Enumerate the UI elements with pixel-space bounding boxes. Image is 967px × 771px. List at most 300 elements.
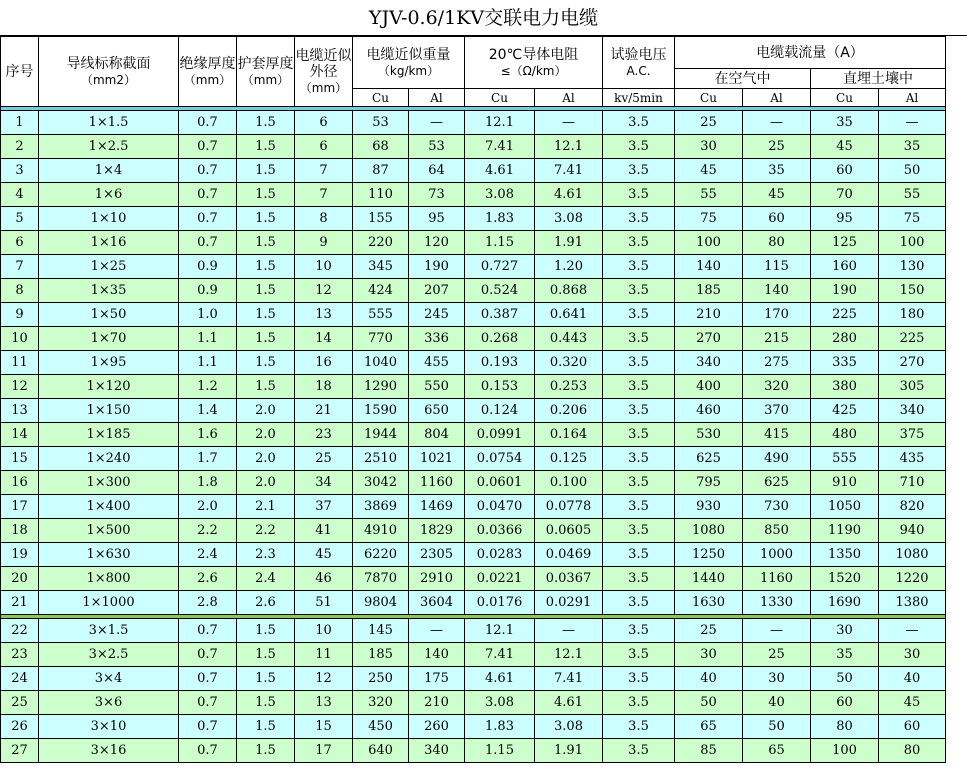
table-cell[interactable]: 3869 bbox=[353, 495, 409, 519]
table-cell[interactable]: 7 bbox=[1, 255, 39, 279]
table-cell[interactable]: 1 bbox=[1, 111, 39, 135]
table-cell[interactable]: 1290 bbox=[353, 375, 409, 399]
table-cell[interactable]: 3.08 bbox=[465, 183, 535, 207]
table-cell[interactable]: 25 bbox=[675, 111, 743, 135]
table-cell[interactable]: 1×25 bbox=[39, 255, 179, 279]
table-cell[interactable]: 25 bbox=[743, 643, 811, 667]
table-cell[interactable]: 45 bbox=[675, 159, 743, 183]
table-cell[interactable]: 3.5 bbox=[603, 667, 675, 691]
table-cell[interactable]: 3.5 bbox=[603, 643, 675, 667]
table-cell[interactable]: 21 bbox=[295, 399, 353, 423]
table-cell[interactable]: 380 bbox=[811, 375, 879, 399]
table-cell[interactable]: 30 bbox=[675, 643, 743, 667]
table-cell[interactable]: 1.0 bbox=[179, 303, 237, 327]
table-cell[interactable]: 1829 bbox=[409, 519, 465, 543]
table-cell[interactable]: 0.0221 bbox=[465, 567, 535, 591]
table-cell[interactable]: 1590 bbox=[353, 399, 409, 423]
table-cell[interactable]: 30 bbox=[743, 667, 811, 691]
table-cell[interactable]: 64 bbox=[409, 159, 465, 183]
table-cell[interactable]: 0.100 bbox=[535, 471, 603, 495]
table-cell[interactable]: 70 bbox=[811, 183, 879, 207]
table-cell[interactable]: 30 bbox=[811, 619, 879, 643]
table-cell[interactable]: 0.206 bbox=[535, 399, 603, 423]
table-cell[interactable]: 3.5 bbox=[603, 207, 675, 231]
table-cell[interactable]: 207 bbox=[409, 279, 465, 303]
table-cell[interactable]: 455 bbox=[409, 351, 465, 375]
table-cell[interactable]: 185 bbox=[675, 279, 743, 303]
table-cell[interactable]: 215 bbox=[743, 327, 811, 351]
table-cell[interactable]: 50 bbox=[743, 715, 811, 739]
table-cell[interactable]: 550 bbox=[409, 375, 465, 399]
table-cell[interactable]: 2.0 bbox=[237, 399, 295, 423]
table-cell[interactable]: 1×95 bbox=[39, 351, 179, 375]
table-cell[interactable]: 260 bbox=[409, 715, 465, 739]
table-cell[interactable]: 1.5 bbox=[237, 183, 295, 207]
table-cell[interactable]: 7870 bbox=[353, 567, 409, 591]
table-cell[interactable]: 0.0469 bbox=[535, 543, 603, 567]
table-cell[interactable]: 320 bbox=[353, 691, 409, 715]
table-cell[interactable]: 0.268 bbox=[465, 327, 535, 351]
table-cell[interactable]: 1×4 bbox=[39, 159, 179, 183]
table-cell[interactable]: 3604 bbox=[409, 591, 465, 615]
table-cell[interactable]: 175 bbox=[409, 667, 465, 691]
table-cell[interactable]: 3.5 bbox=[603, 303, 675, 327]
table-cell[interactable]: 0.153 bbox=[465, 375, 535, 399]
table-cell[interactable]: 0.7 bbox=[179, 667, 237, 691]
table-cell[interactable]: 1050 bbox=[811, 495, 879, 519]
table-cell[interactable]: 25 bbox=[295, 447, 353, 471]
table-cell[interactable]: 3.5 bbox=[603, 691, 675, 715]
table-cell[interactable]: 335 bbox=[811, 351, 879, 375]
table-cell[interactable]: 0.387 bbox=[465, 303, 535, 327]
table-cell[interactable]: 12 bbox=[1, 375, 39, 399]
table-cell[interactable]: 35 bbox=[879, 135, 946, 159]
table-cell[interactable]: 1×16 bbox=[39, 231, 179, 255]
table-cell[interactable]: 650 bbox=[409, 399, 465, 423]
table-cell[interactable]: 100 bbox=[675, 231, 743, 255]
table-cell[interactable]: 1×240 bbox=[39, 447, 179, 471]
table-cell[interactable]: 1×120 bbox=[39, 375, 179, 399]
table-cell[interactable]: 3.5 bbox=[603, 159, 675, 183]
table-cell[interactable]: 930 bbox=[675, 495, 743, 519]
table-cell[interactable]: 0.0605 bbox=[535, 519, 603, 543]
table-cell[interactable]: 0.7 bbox=[179, 715, 237, 739]
table-cell[interactable]: 3.5 bbox=[603, 739, 675, 763]
table-cell[interactable]: 555 bbox=[353, 303, 409, 327]
table-cell[interactable]: 1040 bbox=[353, 351, 409, 375]
table-cell[interactable]: 1×500 bbox=[39, 519, 179, 543]
table-cell[interactable]: 3.5 bbox=[603, 231, 675, 255]
table-cell[interactable]: 1080 bbox=[675, 519, 743, 543]
table-cell[interactable]: 3.5 bbox=[603, 327, 675, 351]
table-cell[interactable]: 50 bbox=[811, 667, 879, 691]
table-cell[interactable]: 11 bbox=[1, 351, 39, 375]
table-cell[interactable]: 1.5 bbox=[237, 207, 295, 231]
table-cell[interactable]: 625 bbox=[675, 447, 743, 471]
table-cell[interactable]: 1×1000 bbox=[39, 591, 179, 615]
table-cell[interactable]: 6 bbox=[295, 111, 353, 135]
table-cell[interactable]: 17 bbox=[295, 739, 353, 763]
table-cell[interactable]: 15 bbox=[295, 715, 353, 739]
table-cell[interactable]: 0.0601 bbox=[465, 471, 535, 495]
table-cell[interactable]: 210 bbox=[409, 691, 465, 715]
table-cell[interactable]: 40 bbox=[743, 691, 811, 715]
table-cell[interactable]: 80 bbox=[743, 231, 811, 255]
table-cell[interactable]: — bbox=[879, 111, 946, 135]
table-cell[interactable]: 27 bbox=[1, 739, 39, 763]
table-cell[interactable]: 3.5 bbox=[603, 495, 675, 519]
table-cell[interactable]: 0.7 bbox=[179, 183, 237, 207]
table-cell[interactable]: 3×4 bbox=[39, 667, 179, 691]
table-cell[interactable]: 1×6 bbox=[39, 183, 179, 207]
table-cell[interactable]: 3.5 bbox=[603, 255, 675, 279]
table-cell[interactable]: 35 bbox=[811, 643, 879, 667]
table-cell[interactable]: 1.91 bbox=[535, 739, 603, 763]
table-cell[interactable]: 1160 bbox=[409, 471, 465, 495]
table-cell[interactable]: 400 bbox=[675, 375, 743, 399]
table-cell[interactable]: 180 bbox=[879, 303, 946, 327]
table-cell[interactable]: 0.9 bbox=[179, 255, 237, 279]
table-cell[interactable]: 130 bbox=[879, 255, 946, 279]
table-cell[interactable]: 3.5 bbox=[603, 543, 675, 567]
table-cell[interactable]: 8 bbox=[1, 279, 39, 303]
table-cell[interactable]: 1350 bbox=[811, 543, 879, 567]
table-cell[interactable]: 9804 bbox=[353, 591, 409, 615]
table-cell[interactable]: 280 bbox=[811, 327, 879, 351]
table-cell[interactable]: 3×16 bbox=[39, 739, 179, 763]
table-cell[interactable]: 11 bbox=[295, 643, 353, 667]
table-cell[interactable]: 41 bbox=[295, 519, 353, 543]
table-cell[interactable]: 6220 bbox=[353, 543, 409, 567]
table-cell[interactable]: 210 bbox=[675, 303, 743, 327]
table-cell[interactable]: 53 bbox=[409, 135, 465, 159]
table-cell[interactable]: 1.4 bbox=[179, 399, 237, 423]
table-cell[interactable]: 336 bbox=[409, 327, 465, 351]
table-cell[interactable]: 225 bbox=[879, 327, 946, 351]
table-cell[interactable]: 35 bbox=[743, 159, 811, 183]
table-cell[interactable]: 415 bbox=[743, 423, 811, 447]
table-cell[interactable]: 3.5 bbox=[603, 351, 675, 375]
table-cell[interactable]: 115 bbox=[743, 255, 811, 279]
table-cell[interactable]: 1330 bbox=[743, 591, 811, 615]
table-cell[interactable]: 185 bbox=[353, 643, 409, 667]
table-cell[interactable]: 68 bbox=[353, 135, 409, 159]
table-cell[interactable]: — bbox=[743, 111, 811, 135]
table-cell[interactable]: 0.7 bbox=[179, 111, 237, 135]
table-cell[interactable]: 80 bbox=[811, 715, 879, 739]
table-cell[interactable]: 4.61 bbox=[535, 183, 603, 207]
table-cell[interactable]: 45 bbox=[811, 135, 879, 159]
table-cell[interactable]: 1×50 bbox=[39, 303, 179, 327]
table-cell[interactable]: 3.5 bbox=[603, 619, 675, 643]
table-cell[interactable]: 14 bbox=[295, 327, 353, 351]
table-cell[interactable]: 85 bbox=[675, 739, 743, 763]
table-cell[interactable]: 1.2 bbox=[179, 375, 237, 399]
table-cell[interactable]: 12.1 bbox=[465, 111, 535, 135]
table-cell[interactable]: 435 bbox=[879, 447, 946, 471]
table-cell[interactable]: 3.5 bbox=[603, 423, 675, 447]
table-cell[interactable]: 16 bbox=[1, 471, 39, 495]
table-cell[interactable]: 60 bbox=[811, 691, 879, 715]
table-cell[interactable]: 0.0283 bbox=[465, 543, 535, 567]
table-cell[interactable]: 1.20 bbox=[535, 255, 603, 279]
table-cell[interactable]: 1944 bbox=[353, 423, 409, 447]
table-cell[interactable]: 1.5 bbox=[237, 351, 295, 375]
table-cell[interactable]: 18 bbox=[295, 375, 353, 399]
table-cell[interactable]: 45 bbox=[879, 691, 946, 715]
table-cell[interactable]: 1.5 bbox=[237, 375, 295, 399]
table-cell[interactable]: 40 bbox=[879, 667, 946, 691]
table-cell[interactable]: 1.83 bbox=[465, 207, 535, 231]
table-cell[interactable]: 155 bbox=[353, 207, 409, 231]
table-cell[interactable]: 3.08 bbox=[535, 715, 603, 739]
table-cell[interactable]: 0.0778 bbox=[535, 495, 603, 519]
table-cell[interactable]: 1.7 bbox=[179, 447, 237, 471]
table-cell[interactable]: 530 bbox=[675, 423, 743, 447]
table-cell[interactable]: 1190 bbox=[811, 519, 879, 543]
table-cell[interactable]: 10 bbox=[1, 327, 39, 351]
table-cell[interactable]: 3.5 bbox=[603, 279, 675, 303]
table-cell[interactable]: 1.5 bbox=[237, 111, 295, 135]
table-cell[interactable]: 640 bbox=[353, 739, 409, 763]
table-cell[interactable]: 0.7 bbox=[179, 619, 237, 643]
table-cell[interactable]: 190 bbox=[409, 255, 465, 279]
table-cell[interactable]: 2.6 bbox=[237, 591, 295, 615]
table-cell[interactable]: 12.1 bbox=[535, 135, 603, 159]
table-cell[interactable]: 425 bbox=[811, 399, 879, 423]
table-cell[interactable]: 13 bbox=[295, 303, 353, 327]
table-cell[interactable]: 0.253 bbox=[535, 375, 603, 399]
table-cell[interactable]: 0.0470 bbox=[465, 495, 535, 519]
table-cell[interactable]: 12 bbox=[295, 667, 353, 691]
table-cell[interactable]: 0.641 bbox=[535, 303, 603, 327]
table-cell[interactable]: 0.320 bbox=[535, 351, 603, 375]
table-cell[interactable]: 25 bbox=[1, 691, 39, 715]
table-cell[interactable]: — bbox=[879, 619, 946, 643]
table-cell[interactable]: 140 bbox=[675, 255, 743, 279]
table-cell[interactable]: 3.5 bbox=[603, 567, 675, 591]
table-cell[interactable]: 1220 bbox=[879, 567, 946, 591]
table-cell[interactable]: 87 bbox=[353, 159, 409, 183]
table-cell[interactable]: 9 bbox=[1, 303, 39, 327]
table-cell[interactable]: 100 bbox=[811, 739, 879, 763]
table-cell[interactable]: 0.164 bbox=[535, 423, 603, 447]
table-cell[interactable]: 20 bbox=[1, 567, 39, 591]
table-cell[interactable]: 3.5 bbox=[603, 399, 675, 423]
table-cell[interactable]: 3.5 bbox=[603, 447, 675, 471]
table-cell[interactable]: 1.1 bbox=[179, 351, 237, 375]
table-cell[interactable]: 2.4 bbox=[179, 543, 237, 567]
table-cell[interactable]: — bbox=[535, 111, 603, 135]
table-cell[interactable]: 1×800 bbox=[39, 567, 179, 591]
table-cell[interactable]: 1000 bbox=[743, 543, 811, 567]
table-cell[interactable]: 1.83 bbox=[465, 715, 535, 739]
table-cell[interactable]: 26 bbox=[1, 715, 39, 739]
table-cell[interactable]: 37 bbox=[295, 495, 353, 519]
table-cell[interactable]: 345 bbox=[353, 255, 409, 279]
table-cell[interactable]: 1380 bbox=[879, 591, 946, 615]
table-cell[interactable]: 3.08 bbox=[465, 691, 535, 715]
table-cell[interactable]: 75 bbox=[879, 207, 946, 231]
table-cell[interactable]: 65 bbox=[743, 739, 811, 763]
table-cell[interactable]: 4 bbox=[1, 183, 39, 207]
table-cell[interactable]: 2.0 bbox=[237, 447, 295, 471]
table-cell[interactable]: 35 bbox=[811, 111, 879, 135]
table-cell[interactable]: 2.8 bbox=[179, 591, 237, 615]
table-cell[interactable]: 23 bbox=[295, 423, 353, 447]
table-cell[interactable]: 0.0367 bbox=[535, 567, 603, 591]
table-cell[interactable]: 375 bbox=[879, 423, 946, 447]
table-cell[interactable]: 0.0291 bbox=[535, 591, 603, 615]
table-cell[interactable]: 7 bbox=[295, 183, 353, 207]
table-cell[interactable]: 140 bbox=[743, 279, 811, 303]
table-cell[interactable]: 150 bbox=[879, 279, 946, 303]
table-cell[interactable]: 2910 bbox=[409, 567, 465, 591]
table-cell[interactable]: 46 bbox=[295, 567, 353, 591]
table-cell[interactable]: 17 bbox=[1, 495, 39, 519]
table-cell[interactable]: 3×2.5 bbox=[39, 643, 179, 667]
table-cell[interactable]: 0.443 bbox=[535, 327, 603, 351]
table-cell[interactable]: 21 bbox=[1, 591, 39, 615]
table-cell[interactable]: 340 bbox=[879, 399, 946, 423]
table-cell[interactable]: 0.868 bbox=[535, 279, 603, 303]
table-cell[interactable]: 100 bbox=[879, 231, 946, 255]
table-cell[interactable]: 1×400 bbox=[39, 495, 179, 519]
table-cell[interactable]: 2.3 bbox=[237, 543, 295, 567]
table-cell[interactable]: 120 bbox=[409, 231, 465, 255]
table-cell[interactable]: 110 bbox=[353, 183, 409, 207]
table-cell[interactable]: 1630 bbox=[675, 591, 743, 615]
table-cell[interactable]: 3042 bbox=[353, 471, 409, 495]
table-cell[interactable]: 51 bbox=[295, 591, 353, 615]
table-cell[interactable]: 1×630 bbox=[39, 543, 179, 567]
table-cell[interactable]: 2305 bbox=[409, 543, 465, 567]
table-cell[interactable]: 4910 bbox=[353, 519, 409, 543]
table-cell[interactable]: 8 bbox=[295, 207, 353, 231]
table-cell[interactable]: 0.524 bbox=[465, 279, 535, 303]
table-cell[interactable]: 0.125 bbox=[535, 447, 603, 471]
table-cell[interactable]: 6 bbox=[295, 135, 353, 159]
table-cell[interactable]: 370 bbox=[743, 399, 811, 423]
table-cell[interactable]: 1.5 bbox=[237, 135, 295, 159]
table-cell[interactable]: 0.0366 bbox=[465, 519, 535, 543]
table-cell[interactable]: 795 bbox=[675, 471, 743, 495]
table-cell[interactable]: 0.7 bbox=[179, 739, 237, 763]
table-cell[interactable]: 3.5 bbox=[603, 111, 675, 135]
table-cell[interactable]: 6 bbox=[1, 231, 39, 255]
table-cell[interactable]: 1.5 bbox=[237, 231, 295, 255]
table-cell[interactable]: 60 bbox=[743, 207, 811, 231]
table-cell[interactable]: 0.7 bbox=[179, 691, 237, 715]
table-cell[interactable]: 0.7 bbox=[179, 207, 237, 231]
table-cell[interactable]: 3×1.5 bbox=[39, 619, 179, 643]
table-cell[interactable]: 0.0176 bbox=[465, 591, 535, 615]
table-cell[interactable]: 1469 bbox=[409, 495, 465, 519]
table-cell[interactable]: 730 bbox=[743, 495, 811, 519]
table-cell[interactable]: 2.4 bbox=[237, 567, 295, 591]
table-cell[interactable]: 1×185 bbox=[39, 423, 179, 447]
table-cell[interactable]: 2.0 bbox=[237, 423, 295, 447]
table-cell[interactable]: 95 bbox=[409, 207, 465, 231]
table-cell[interactable]: 1.15 bbox=[465, 739, 535, 763]
table-cell[interactable]: — bbox=[409, 619, 465, 643]
table-cell[interactable]: 1×70 bbox=[39, 327, 179, 351]
table-cell[interactable]: 170 bbox=[743, 303, 811, 327]
table-cell[interactable]: 4.61 bbox=[465, 159, 535, 183]
table-cell[interactable]: 30 bbox=[675, 135, 743, 159]
table-cell[interactable]: 2.0 bbox=[179, 495, 237, 519]
table-cell[interactable]: — bbox=[743, 619, 811, 643]
table-cell[interactable]: 140 bbox=[409, 643, 465, 667]
table-cell[interactable]: 1.5 bbox=[237, 327, 295, 351]
table-cell[interactable]: 0.124 bbox=[465, 399, 535, 423]
table-cell[interactable]: 305 bbox=[879, 375, 946, 399]
table-cell[interactable]: 7.41 bbox=[465, 643, 535, 667]
table-cell[interactable]: 340 bbox=[675, 351, 743, 375]
table-cell[interactable]: 14 bbox=[1, 423, 39, 447]
table-cell[interactable]: 1.91 bbox=[535, 231, 603, 255]
table-cell[interactable]: 320 bbox=[743, 375, 811, 399]
table-cell[interactable]: 18 bbox=[1, 519, 39, 543]
table-cell[interactable]: 1.8 bbox=[179, 471, 237, 495]
table-cell[interactable]: 9 bbox=[295, 231, 353, 255]
table-cell[interactable]: 75 bbox=[675, 207, 743, 231]
table-cell[interactable]: 60 bbox=[879, 715, 946, 739]
table-cell[interactable]: 5 bbox=[1, 207, 39, 231]
table-cell[interactable]: 3×10 bbox=[39, 715, 179, 739]
table-cell[interactable]: 13 bbox=[295, 691, 353, 715]
table-cell[interactable]: 23 bbox=[1, 643, 39, 667]
table-cell[interactable]: 850 bbox=[743, 519, 811, 543]
table-cell[interactable]: 3.5 bbox=[603, 519, 675, 543]
table-cell[interactable]: 1160 bbox=[743, 567, 811, 591]
table-cell[interactable]: 1×2.5 bbox=[39, 135, 179, 159]
table-cell[interactable]: 270 bbox=[879, 351, 946, 375]
table-cell[interactable]: 2.1 bbox=[237, 495, 295, 519]
table-cell[interactable]: 0.0991 bbox=[465, 423, 535, 447]
table-cell[interactable]: 13 bbox=[1, 399, 39, 423]
table-cell[interactable]: 0.727 bbox=[465, 255, 535, 279]
table-cell[interactable]: 225 bbox=[811, 303, 879, 327]
table-cell[interactable]: 940 bbox=[879, 519, 946, 543]
table-cell[interactable]: 1250 bbox=[675, 543, 743, 567]
table-cell[interactable]: 480 bbox=[811, 423, 879, 447]
table-cell[interactable]: 910 bbox=[811, 471, 879, 495]
table-cell[interactable]: 1×150 bbox=[39, 399, 179, 423]
table-cell[interactable]: 0.7 bbox=[179, 135, 237, 159]
table-cell[interactable]: 25 bbox=[675, 619, 743, 643]
table-cell[interactable]: 2.2 bbox=[179, 519, 237, 543]
table-cell[interactable]: 1×35 bbox=[39, 279, 179, 303]
table-cell[interactable]: 460 bbox=[675, 399, 743, 423]
table-cell[interactable]: 125 bbox=[811, 231, 879, 255]
table-cell[interactable]: 1.5 bbox=[237, 667, 295, 691]
table-cell[interactable]: 3 bbox=[1, 159, 39, 183]
table-cell[interactable]: 0.9 bbox=[179, 279, 237, 303]
table-cell[interactable]: 3.5 bbox=[603, 375, 675, 399]
table-cell[interactable]: 16 bbox=[295, 351, 353, 375]
table-cell[interactable]: 73 bbox=[409, 183, 465, 207]
table-cell[interactable]: 1.1 bbox=[179, 327, 237, 351]
table-cell[interactable]: 340 bbox=[409, 739, 465, 763]
table-cell[interactable]: 40 bbox=[675, 667, 743, 691]
table-cell[interactable]: 7.41 bbox=[535, 667, 603, 691]
table-cell[interactable]: 770 bbox=[353, 327, 409, 351]
table-cell[interactable]: 2.2 bbox=[237, 519, 295, 543]
table-cell[interactable]: 0.0754 bbox=[465, 447, 535, 471]
table-cell[interactable]: 490 bbox=[743, 447, 811, 471]
table-cell[interactable]: 0.7 bbox=[179, 159, 237, 183]
